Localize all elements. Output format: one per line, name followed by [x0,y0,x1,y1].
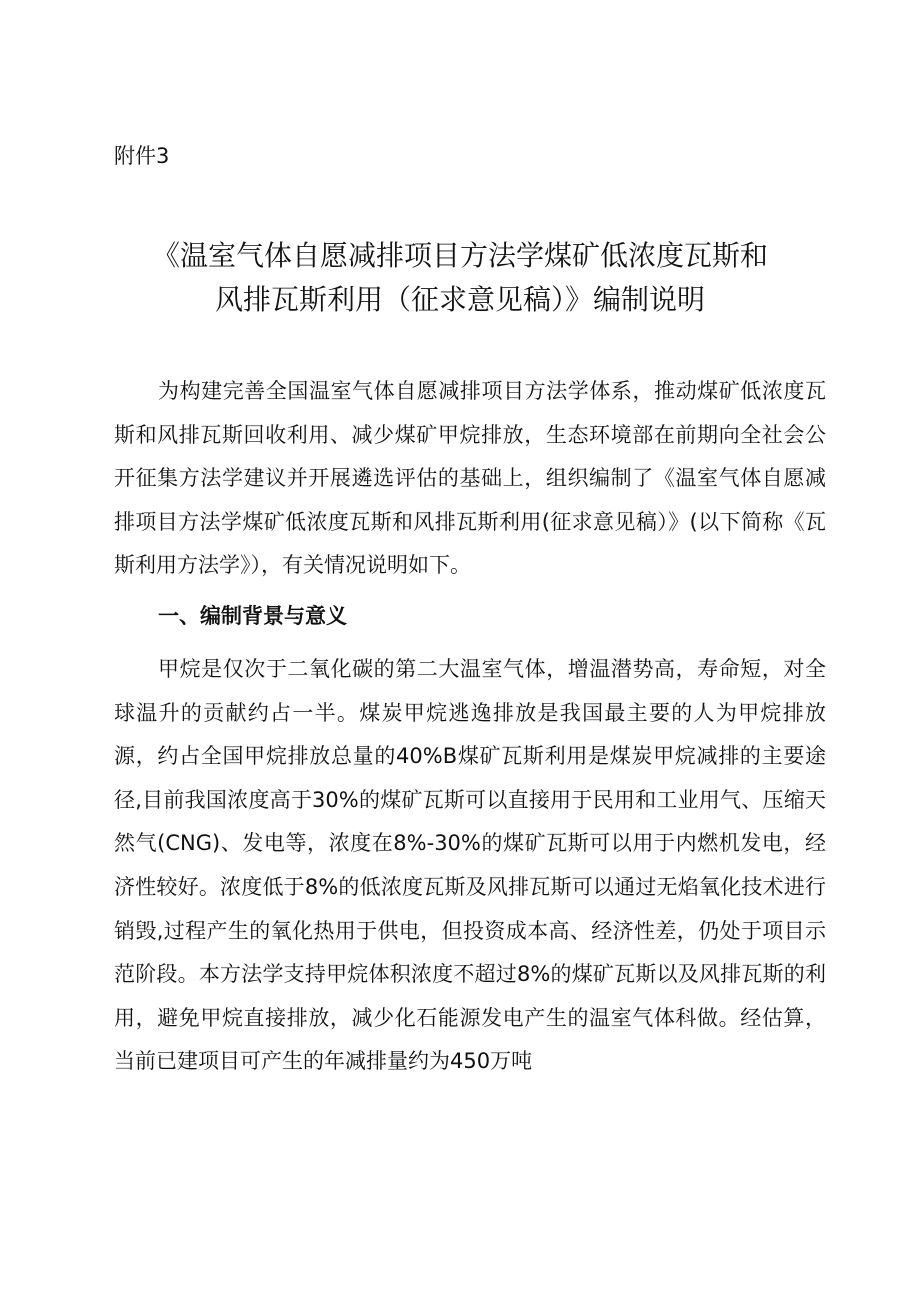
attachment-label: 附件3 [114,144,170,168]
intro-paragraph: 为构建完善全国温室气体自愿减排项目方法学体系，推动煤矿低浓度瓦斯和风排瓦斯回收利用、减少煤矿甲烷排放，生态环境部在前期向全社会公开征集方法学建议并开展遴选评估的基础上，组织编制了《温室气体自愿减排项目方法学煤矿低浓度瓦斯和风排瓦斯利用(征求意见稿）》(以下简称《瓦斯利用方法学》），有关情况说明如下。 [114,379,826,578]
section-heading-background: 一、编制背景与意义 [158,604,347,628]
document-title-line-2: 风排瓦斯利用（征求意见稿）》编制说明 [214,283,705,316]
document-title-line-1: 《温室气体自愿减排项目方法学煤矿低浓度瓦斯和 [151,239,768,272]
background-paragraph: 甲烷是仅次于二氧化碳的第二大温室气体，增温潜势高，寿命短，对全球温升的贡献约占一半。煤炭甲烷逃逸排放是我国最主要的人为甲烷排放源，约占全国甲烷排放总量的40%B煤矿瓦斯利用是煤炭甲烷减排的主要途径,目前我国浓度高于30%的煤矿瓦斯可以直接用于民用和工业用气、压缩天然气(CNG)、发电等，浓度在8%-30%的煤矿瓦斯可以用于内燃机发电，经济性较好。浓度低于8%的低浓度瓦斯及风排瓦斯可以通过无焰氧化技术进行销毁,过程产生的氧化热用于供电，但投资成本高、经济性差，仍处于项目示范阶段。本方法学支持甲烷体积浓度不超过8%的煤矿瓦斯以及风排瓦斯的利用，避免甲烷直接排放，减少化石能源发电产生的温室气体科做。经估算，当前已建项目可产生的年减排量约为450万吨 [114,657,826,1074]
